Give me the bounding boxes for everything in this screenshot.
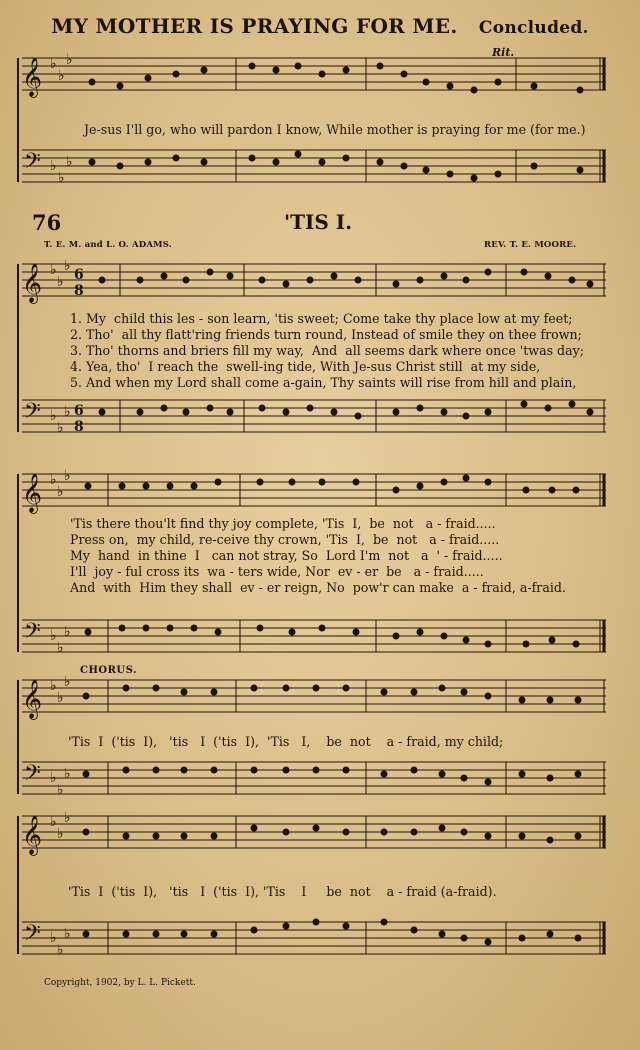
svg-text:𝄢: 𝄢 [24, 399, 41, 429]
prev-hymn-lyric: Je-sus I'll go, who will pardon I know, While mother is praying for me (for me.) [84, 122, 586, 137]
svg-text:♭: ♭ [50, 930, 57, 946]
composer-credit: T. E. M. and L. O. ADAMS. [44, 240, 172, 250]
svg-text:♭: ♭ [64, 766, 71, 782]
chorus-lyric-2: 'Tis I ('tis I), 'tis I ('tis I), 'Tis I be not a - fraid (a-fraid). [68, 884, 497, 899]
chorus-label: CHORUS. [80, 665, 137, 676]
svg-text:♭: ♭ [57, 640, 64, 656]
hymn-title: 'TIS I. [284, 210, 353, 234]
hymn-number: 76 [32, 210, 62, 235]
verse-3-line-b: My hand in thine I can not stray, So Lord I'm not a ' - fraid..... [70, 548, 503, 563]
svg-text:♭: ♭ [50, 678, 57, 694]
verse-5-line-a: 5. And when my Lord shall come a-gain, Thy saints will rise from hill and plain, [70, 375, 577, 390]
svg-text:♭: ♭ [50, 158, 57, 174]
svg-text:♭: ♭ [66, 154, 73, 170]
svg-text:♭: ♭ [57, 484, 64, 500]
svg-text:♭: ♭ [64, 810, 71, 826]
svg-text:♭: ♭ [57, 782, 64, 798]
verse-4-line-a: 4. Yea, tho' I reach the swell-ing tide, With Je-sus Christ still at my side, [70, 359, 541, 374]
svg-text:♭: ♭ [50, 262, 57, 278]
svg-text:♭: ♭ [57, 942, 64, 958]
verse-3-line-a: 3. Tho' thorns and briers fill my way, And all seems dark where once 'twas day; [70, 343, 584, 358]
author-credit: REV. T. E. MOORE. [484, 240, 577, 250]
svg-text:♭: ♭ [64, 624, 71, 640]
svg-text:♭: ♭ [64, 258, 71, 274]
copyright-notice: Copyright, 1902, by L. L. Pickett. [44, 978, 196, 988]
svg-text:♭: ♭ [64, 926, 71, 942]
time-signature-top-bass: 6 [74, 403, 84, 419]
svg-text:♭: ♭ [50, 628, 57, 644]
svg-text:♭: ♭ [57, 826, 64, 842]
svg-text:♭: ♭ [66, 52, 73, 68]
ritardando-mark: Rit. [492, 46, 515, 59]
time-signature-bottom-bass: 8 [74, 419, 84, 435]
verse-4-line-b: I'll joy - ful cross its wa - ters wide, Nor ev - er be a - fraid..... [70, 564, 484, 579]
svg-text:𝄢: 𝄢 [24, 921, 41, 951]
svg-text:𝄢: 𝄢 [24, 761, 41, 791]
verse-5-line-b: And with Him they shall ev - er reign, No pow'r can make a - fraid, a-fraid. [70, 580, 566, 595]
prev-hymn-system [0, 0, 640, 200]
svg-text:𝄢: 𝄢 [24, 619, 41, 649]
svg-text:♭: ♭ [64, 674, 71, 690]
svg-text:♭: ♭ [50, 408, 57, 424]
svg-text:♭: ♭ [50, 814, 57, 830]
svg-text:♭: ♭ [64, 468, 71, 484]
svg-text:♭: ♭ [57, 274, 64, 290]
verse-2-line-a: 2. Tho' all thy flatt'ring friends turn round, Instead of smile they on thee frown; [70, 327, 582, 342]
svg-text:♭: ♭ [64, 404, 71, 420]
svg-text:♭: ♭ [57, 690, 64, 706]
svg-text:♭: ♭ [57, 420, 64, 436]
chorus-lyric-1: 'Tis I ('tis I), 'tis I ('tis I), 'Tis I, be not a - fraid, my child; [68, 734, 504, 749]
song-title: MY MOTHER IS PRAYING FOR ME. [51, 14, 458, 38]
svg-text:𝄞: 𝄞 [22, 263, 43, 303]
time-signature-top: 6 [74, 267, 84, 283]
verse-2-line-b: Press on, my child, re-ceive thy crown, 'Tis I, be not a - fraid..... [70, 532, 500, 547]
svg-text:𝄞: 𝄞 [22, 815, 43, 855]
verse-1-line-b: 'Tis there thou'lt find thy joy complete, 'Tis I, be not a - fraid..... [70, 516, 496, 531]
svg-text:𝄞: 𝄞 [22, 57, 43, 97]
time-signature-bottom: 8 [74, 283, 84, 299]
svg-text:𝄞: 𝄞 [22, 679, 43, 719]
concluded-label: Concluded. [478, 18, 589, 38]
svg-text:𝄢: 𝄢 [24, 149, 41, 179]
svg-text:♭: ♭ [50, 472, 57, 488]
svg-text:𝄞: 𝄞 [22, 473, 43, 513]
verse-1-line-a: 1. My child this les - son learn, 'tis sweet; Come take thy place low at my feet; [70, 311, 573, 326]
svg-text:♭: ♭ [58, 68, 65, 84]
svg-text:♭: ♭ [50, 56, 57, 72]
svg-text:♭: ♭ [58, 170, 65, 186]
svg-text:♭: ♭ [50, 770, 57, 786]
